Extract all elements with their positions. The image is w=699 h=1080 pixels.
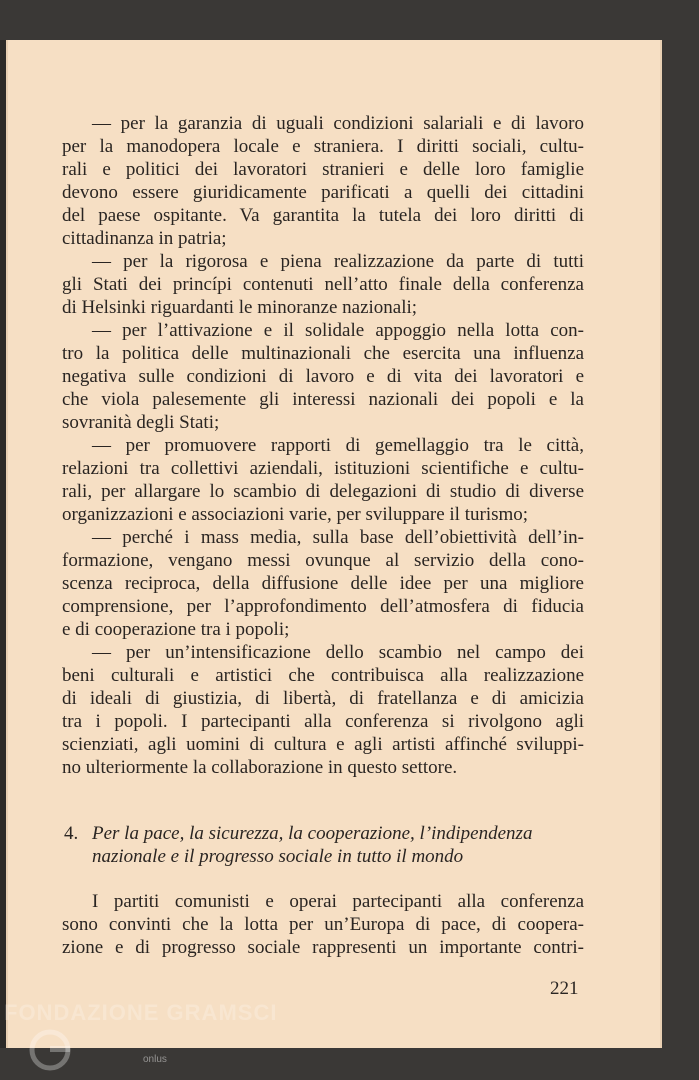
- body-line: tro la politica delle multinazionali che esercita una influenza: [62, 343, 584, 364]
- body-line: — per promuovere rapporti di gemellaggio tra le città,: [92, 435, 584, 456]
- body-line: — per un’intensificazione dello scambio nel campo dei: [92, 642, 584, 663]
- body-line: e di cooperazione tra i popoli;: [62, 619, 290, 640]
- body-line: gli Stati dei princípi contenuti nell’atto finale della conferenza: [62, 274, 584, 295]
- body-line: rali e politici dei lavoratori stranieri e delle loro famiglie: [62, 159, 584, 180]
- closing-line: sono convinti che la lotta per un’Europa di pace, di coopera-: [62, 914, 584, 935]
- body-line: sovranità degli Stati;: [62, 412, 220, 433]
- book-page: [6, 40, 662, 1048]
- body-text: [62, 112, 584, 779]
- watermark-logo-icon: [28, 1028, 72, 1072]
- body-line: che viola palesemente gli interessi nazionali dei popoli e la: [62, 389, 584, 410]
- body-line: negativa sulle condizioni di lavoro e di vita dei lavoratori e: [62, 366, 584, 387]
- body-line: scenza reciproca, della diffusione delle idee per una migliore: [62, 573, 584, 594]
- section-number: 4.: [64, 823, 79, 844]
- closing-paragraph: [62, 890, 584, 959]
- section-title-line-1: Per la pace, la sicurezza, la cooperazione, l’indipendenza: [92, 823, 533, 844]
- body-line: rali, per allargare lo scambio di delegazioni di studio di diverse: [62, 481, 584, 502]
- body-line: — per la garanzia di uguali condizioni salariali e di lavoro: [92, 113, 584, 134]
- body-line: — perché i mass media, sulla base dell’obiettività dell’in-: [92, 527, 584, 548]
- body-line: cittadinanza in patria;: [62, 228, 227, 249]
- body-line: relazioni tra collettivi aziendali, istituzioni scientifiche e cultu-: [62, 458, 584, 479]
- body-line: comprensione, per l’approfondimento dell’atmosfera di fiducia: [62, 596, 584, 617]
- watermark-text: FONDAZIONE GRAMSCI: [4, 1000, 278, 1025]
- body-line: — per la rigorosa e piena realizzazione da parte di tutti: [92, 251, 584, 272]
- body-line: beni culturali e artistici che contribuisca alla realizzazione: [62, 665, 584, 686]
- body-line: organizzazioni e associazioni varie, per sviluppare il turismo;: [62, 504, 529, 525]
- closing-line: zione e di progresso sociale rappresenti un importante contri-: [62, 937, 584, 958]
- closing-line: I partiti comunisti e operai partecipanti alla conferenza: [92, 891, 584, 912]
- body-line: no ulteriormente la collaborazione in questo settore.: [62, 757, 458, 778]
- body-line: devono essere giuridicamente parificati a quelli dei cittadini: [62, 182, 584, 203]
- body-line: per la manodopera locale e straniera. I diritti sociali, cultu-: [62, 136, 584, 157]
- body-line: formazione, vengano messi ovunque al servizio della cono-: [62, 550, 584, 571]
- watermark-subtext: onlus: [143, 1054, 167, 1065]
- body-line: tra i popoli. I partecipanti alla conferenza si rivolgono agli: [62, 711, 584, 732]
- section-title-line-2: nazionale e il progresso sociale in tutto il mondo: [92, 846, 464, 867]
- body-line: scienziati, agli uomini di cultura e agli artisti affinché sviluppi-: [62, 734, 584, 755]
- body-line: — per l’attivazione e il solidale appoggio nella lotta con-: [92, 320, 584, 341]
- body-line: di Helsinki riguardanti le minoranze nazionali;: [62, 297, 418, 318]
- body-line: di ideali di giustizia, di libertà, di fratellanza e di amicizia: [62, 688, 584, 709]
- body-line: del paese ospitante. Va garantita la tutela dei loro diritti di: [62, 205, 584, 226]
- page-number: 221: [550, 978, 579, 999]
